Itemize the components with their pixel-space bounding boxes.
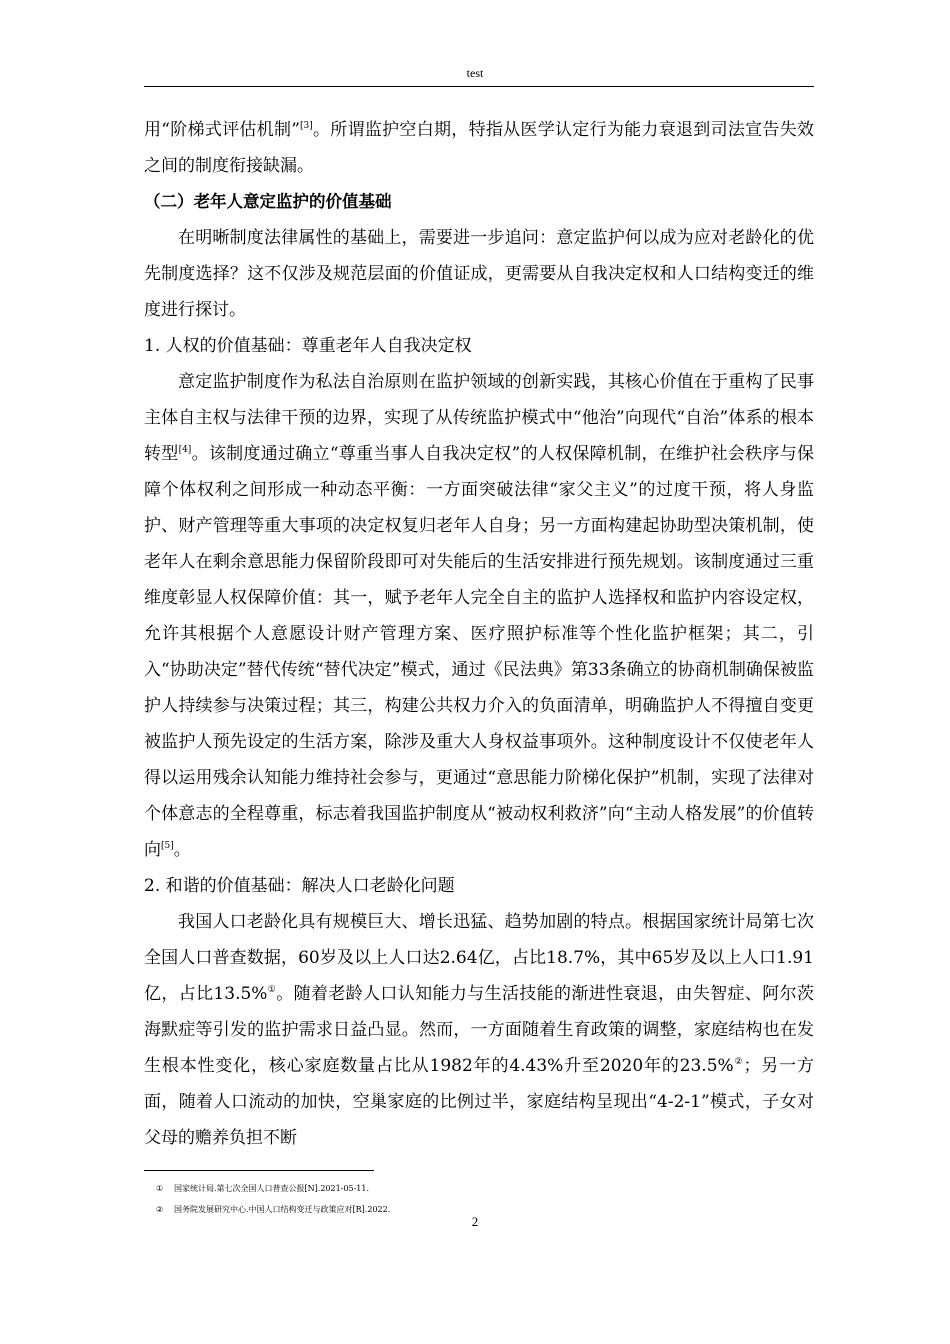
paragraph-1 bbox=[144, 112, 814, 184]
section-heading-2: （二）老年人意定监护的价值基础 bbox=[144, 192, 392, 211]
header-divider bbox=[144, 86, 814, 87]
paragraph-3-text-c: 。 bbox=[173, 840, 191, 860]
footnote-1-number: ① bbox=[156, 1184, 164, 1193]
paragraph-4-text-c: ；另一方面，随着人口流动的加快，空巢家庭的比例过半，家庭结构呈现出“4-2-1”模式，子女对父母的赡养负担不断 bbox=[144, 1056, 814, 1148]
paragraph-4 bbox=[144, 904, 814, 1156]
footnote-1-text: 国家统计局.第七次全国人口普查公报[N].2021-05-11. bbox=[174, 1184, 369, 1193]
footnote-divider bbox=[144, 1170, 374, 1171]
paragraph-3-text-b: 。该制度通过确立“尊重当事人自我决定权”的人权保障机制，在维护社会秩序与保障个体权利之间形成一种动态平衡：一方面突破法律“家父主义”的过度干预，将人身监护、财产管理等重大事项的决定权复归老年人自身；另一方面构建起协助型决策机制，使老年人在剩余意思能力保留阶段即可对失能后的生活安排进行预先规划。该制度通过三重维度彰显人权保障价值：其一，赋予老年人完全自主的监护人选择权和监护内容设定权，允许其根据个人意愿设计财产管理方案、医疗照护标准等个性化监护框架；其二，引入“协助决定”替代传统“替代决定”模式，通过《民法典》第33条确立的协商机制确保被监护人持续参与决策过程；其三，构建公共权力介入的负面清单，明确监护人不得擅自变更被监护人预先设定的生活方案，除涉及重大人身权益事项外。这种制度设计不仅使老年人得以运用残余认知能力维持社会参与，更通过“意思能力阶梯化保护”机制，实现了法律对个体意志的全程尊重，标志着我国监护制度从“被动权利救济”向“主动人格发展”的价值转向 bbox=[144, 444, 814, 860]
paragraph-3-text-a: 意定监护制度作为私法自治原则在监护领域的创新实践，其核心价值在于重构了民事主体自主权与法律干预的边界，实现了从传统监护模式中“他治”向现代“自治”体系的根本转型 bbox=[144, 372, 814, 464]
subsection-heading-2: 2. 和谐的价值基础：解决人口老龄化问题 bbox=[144, 876, 455, 896]
citation-5: [5] bbox=[161, 841, 174, 851]
paragraph-1-text-b: 。所谓监护空白期，特指从医学认定行为能力衰退到司法宣告失效之间的制度衔接缺漏。 bbox=[144, 120, 815, 176]
paragraph-2: 在明晰制度法律属性的基础上，需要进一步追问：意定监护何以成为应对老龄化的优先制度选择？这不仅涉及规范层面的价值证成，更需要从自我决定权和人口结构变迁的维度进行探讨。 bbox=[144, 228, 814, 320]
paragraph-1-text-a: 用“阶梯式评估机制” bbox=[144, 120, 300, 140]
main-content bbox=[144, 112, 814, 1156]
paragraph-3 bbox=[144, 364, 814, 868]
footnote-ref-1: ① bbox=[267, 985, 277, 995]
footnote-1 bbox=[156, 1178, 796, 1199]
citation-3: [3] bbox=[299, 121, 313, 131]
paragraph-4-text-a: 我国人口老龄化具有规模巨大、增长迅猛、趋势加剧的特点。根据国家统计局第七次全国人口普查数据，60岁及以上人口达2.64亿，占比18.7%，其中65岁及以上人口1.91亿，占比13.5% bbox=[144, 912, 814, 1004]
citation-4: [4] bbox=[178, 445, 192, 455]
paragraph-4-text-b: 。随着老龄人口认知能力与生活技能的渐进性衰退，由失智症、阿尔茨海默症等引发的监护需求日益凸显。然而，一方面随着生育政策的调整，家庭结构也在发生根本性变化，核心家庭数量占比从1982年的4.43%升至2020年的23.5% bbox=[144, 984, 815, 1076]
subsection-heading-1: 1. 人权的价值基础：尊重老年人自我决定权 bbox=[144, 336, 472, 356]
footnote-2-number: ② bbox=[156, 1205, 164, 1214]
page-header: test bbox=[466, 66, 484, 80]
page-number: 2 bbox=[471, 1214, 479, 1229]
footnote-2-text: 国务院发展研究中心.中国人口结构变迁与政策应对[R].2022. bbox=[174, 1205, 391, 1214]
footnote-ref-2: ② bbox=[733, 1057, 744, 1067]
